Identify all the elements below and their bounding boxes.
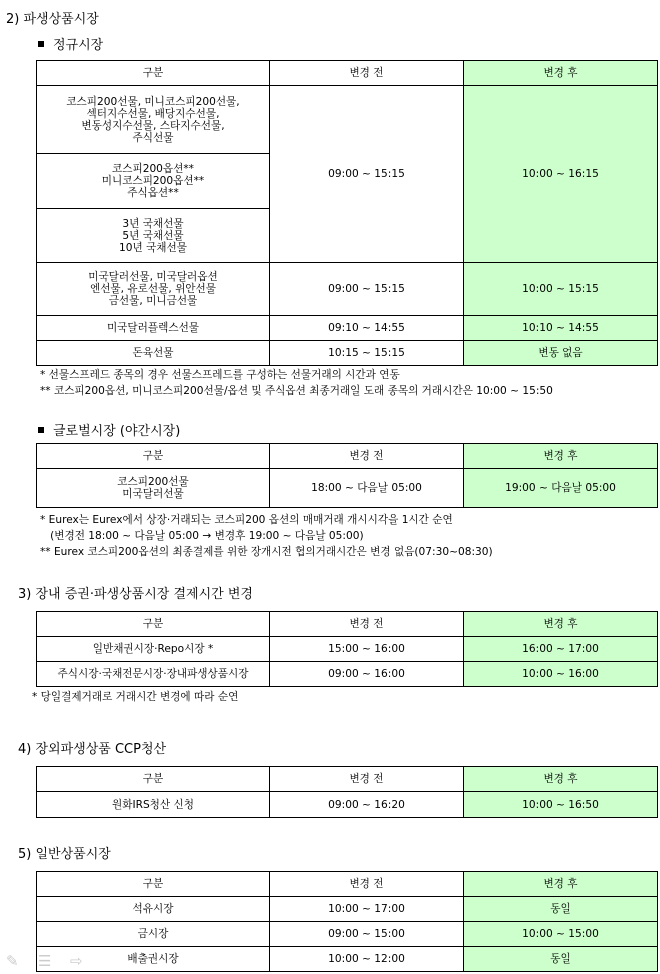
table-row (37, 637, 658, 662)
row-after: 10:00 ~ 16:50 (464, 792, 658, 818)
table-row (37, 469, 658, 508)
header-before: 변경 전 (270, 872, 464, 897)
header-after: 변경 후 (464, 444, 658, 469)
global-market-table (36, 443, 658, 508)
table-header-row (37, 767, 658, 792)
row-before: 18:00 ~ 다음날 05:00 (270, 469, 464, 508)
row-before: 09:00 ~ 15:00 (270, 922, 464, 947)
header-before: 변경 전 (270, 612, 464, 637)
row-category: 석유시장 (37, 897, 270, 922)
row-category: 주식시장·국채전문시장·장내파생상품시장 (37, 662, 270, 687)
document-icon[interactable]: ☰ (38, 952, 52, 970)
regular-market-title: 정규시장 (53, 38, 104, 53)
header-category: 구분 (37, 767, 270, 792)
merged-before-cell: 09:00 ~ 15:15 (270, 86, 464, 263)
settlement-note: * 당일결제거래로 거래시간 변경에 따라 순연 (32, 691, 239, 703)
row-category: 미국달러플렉스선물 (37, 316, 270, 341)
regular-market-table (36, 60, 658, 366)
table-row (37, 792, 658, 818)
table-header-row (37, 872, 658, 897)
regular-note-2: ** 코스피200옵션, 미니코스피200선물/옵션 및 주식옵션 최종거래일 도래 종목의 거래시간은 10:00 ~ 15:50 (40, 385, 553, 397)
global-market-subheading (38, 420, 180, 439)
header-after: 변경 후 (464, 872, 658, 897)
table-row (37, 897, 658, 922)
row-after: 10:10 ~ 14:55 (464, 316, 658, 341)
settlement-table (36, 611, 658, 687)
table-header-row (37, 612, 658, 637)
row-after: 10:00 ~ 15:15 (464, 263, 658, 316)
bottom-toolbar (0, 950, 100, 974)
header-category: 구분 (37, 872, 270, 897)
row-category: 코스피200옵션** 미니코스피200옵션** 주식옵션** (37, 154, 270, 209)
table-header-row (37, 444, 658, 469)
row-after: 10:00 ~ 16:00 (464, 662, 658, 687)
row-before: 09:00 ~ 16:00 (270, 662, 464, 687)
row-category: 코스피200선물 미국달러선물 (37, 469, 270, 508)
table-row (37, 341, 658, 366)
row-after: 10:00 ~ 15:00 (464, 922, 658, 947)
table-row (37, 316, 658, 341)
section-5-heading: 5) 일반상품시장 (18, 847, 111, 862)
arrow-right-icon[interactable]: ⇨ (70, 952, 83, 970)
header-after: 변경 후 (464, 61, 658, 86)
row-after: 변동 없음 (464, 341, 658, 366)
header-after: 변경 후 (464, 612, 658, 637)
row-category: 3년 국채선물 5년 국채선물 10년 국채선물 (37, 209, 270, 263)
header-category: 구분 (37, 444, 270, 469)
section-4-heading: 4) 장외파생상품 CCP청산 (18, 742, 167, 757)
merged-after-cell: 10:00 ~ 16:15 (464, 86, 658, 263)
section-3-heading: 3) 장내 증권·파생상품시장 결제시간 변경 (18, 587, 253, 602)
row-before: 15:00 ~ 16:00 (270, 637, 464, 662)
header-before: 변경 전 (270, 444, 464, 469)
general-commodity-table (36, 871, 658, 972)
table-row (37, 922, 658, 947)
bullet-square-icon (38, 41, 44, 47)
table-row (37, 662, 658, 687)
table-row (37, 86, 658, 154)
row-before: 10:00 ~ 12:00 (270, 947, 464, 972)
row-category: 원화IRS청산 신청 (37, 792, 270, 818)
otc-ccp-table (36, 766, 658, 818)
row-before: 09:10 ~ 14:55 (270, 316, 464, 341)
row-after: 동일 (464, 897, 658, 922)
regular-market-subheading (38, 34, 103, 53)
global-market-title: 글로벌시장 (야간시장) (53, 424, 181, 439)
row-before: 10:15 ~ 15:15 (270, 341, 464, 366)
row-after: 동일 (464, 947, 658, 972)
header-before: 변경 전 (270, 767, 464, 792)
header-before: 변경 전 (270, 61, 464, 86)
row-category: 금시장 (37, 922, 270, 947)
table-header-row (37, 61, 658, 86)
row-before: 09:00 ~ 15:15 (270, 263, 464, 316)
row-category: 배출권시장 (37, 947, 270, 972)
pencil-icon[interactable]: ✎ (6, 952, 19, 970)
bullet-square-icon (38, 427, 44, 433)
row-category: 일반채권시장·Repo시장 * (37, 637, 270, 662)
row-after: 19:00 ~ 다음날 05:00 (464, 469, 658, 508)
row-before: 09:00 ~ 16:20 (270, 792, 464, 818)
row-after: 16:00 ~ 17:00 (464, 637, 658, 662)
table-row (37, 263, 658, 316)
header-category: 구분 (37, 61, 270, 86)
row-before: 10:00 ~ 17:00 (270, 897, 464, 922)
global-note-1: * Eurex는 Eurex에서 상장·거래되는 코스피200 옵션의 매매거래 개시시각을 1시간 순연 (40, 514, 453, 526)
header-category: 구분 (37, 612, 270, 637)
row-category: 코스피200선물, 미니코스피200선물, 섹터지수선물, 배당지수선물, 변동성지수선물, 스타지수선물, 주식선물 (37, 86, 270, 154)
header-after: 변경 후 (464, 767, 658, 792)
table-row (37, 947, 658, 972)
regular-note-1: * 선물스프레드 종목의 경우 선물스프레드를 구성하는 선물거래의 시간과 연동 (40, 369, 400, 381)
global-note-3: ** Eurex 코스피200옵션의 최종결제를 위한 장개시전 협의거래시간은 변경 없음(07:30~08:30) (40, 546, 493, 558)
row-category: 돈육선물 (37, 341, 270, 366)
section-2-heading: 2) 파생상품시장 (6, 12, 99, 27)
global-note-2: (변경전 18:00 ~ 다음날 05:00 → 변경후 19:00 ~ 다음날 05:00) (40, 530, 364, 542)
row-category: 미국달러선물, 미국달러옵션 엔선물, 유로선물, 위안선물 금선물, 미니금선물 (37, 263, 270, 316)
